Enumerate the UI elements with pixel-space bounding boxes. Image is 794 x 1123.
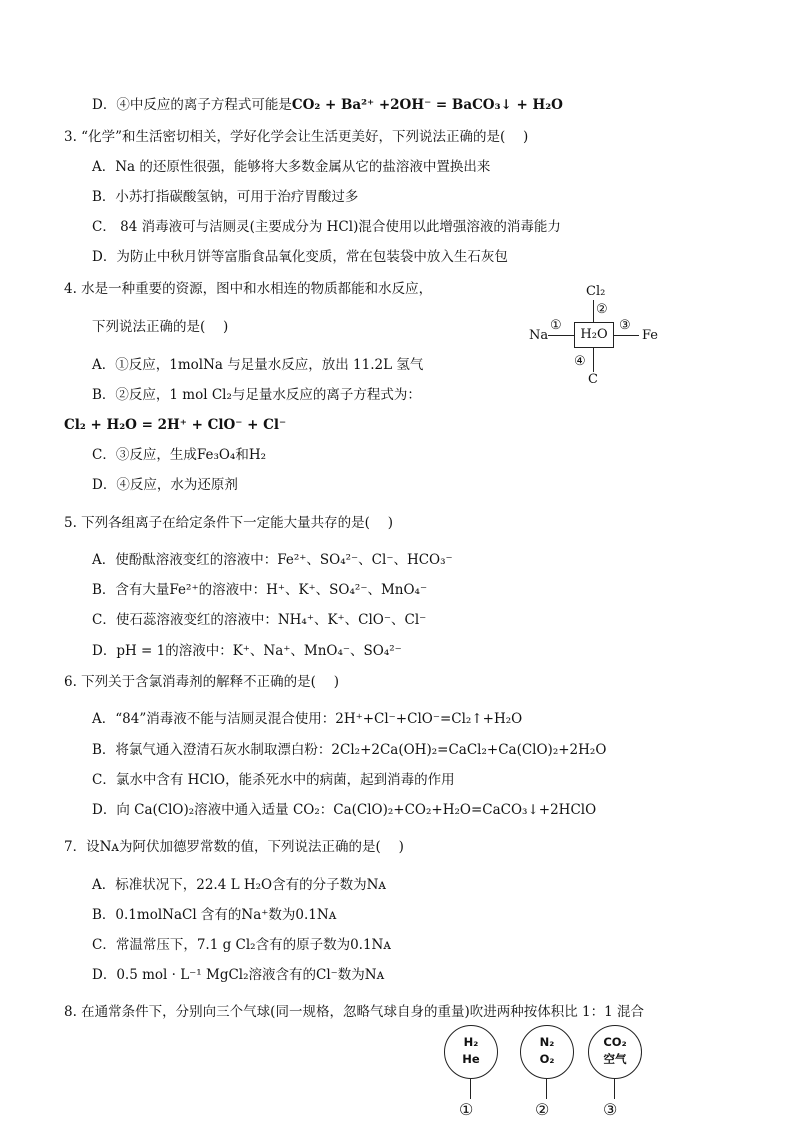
diagram-num-4: ④ [574, 354, 586, 369]
q8-stem: 8. 在通常条件下，分别向三个气球(同一规格，忽略气球自身的重量)吹进两种按体积比 1：1 混合 [64, 1004, 644, 1020]
balloon-3-string [614, 1079, 615, 1099]
diagram-line-top [593, 300, 594, 322]
balloon-2-gas-1: N₂ [539, 1035, 555, 1049]
diagram-line-bottom [593, 348, 594, 372]
q3-option-a: A．Na 的还原性很强，能够将大多数金属从它的盐溶液中置换出来 [92, 159, 491, 175]
balloon-3-number: ③ [603, 1100, 618, 1119]
balloon-1-number: ① [459, 1100, 474, 1119]
q4-stem-line2: 下列说法正确的是( ) [92, 319, 229, 335]
balloon-3 [588, 1025, 642, 1079]
q6-option-c: C．氯水中含有 HClO，能杀死水中的病菌，起到消毒的作用 [92, 772, 455, 788]
balloon-1-string [470, 1079, 471, 1099]
diagram-bottom-c: C [588, 372, 598, 387]
q2-option-d [92, 96, 563, 114]
diagram-num-3: ③ [619, 318, 631, 333]
diagram-left-na: Na [529, 328, 549, 343]
balloon-2-gas-2: O₂ [539, 1052, 555, 1066]
diagram-top-cl2: Cl₂ [586, 284, 606, 299]
q4-option-d: D．④反应，水为还原剂 [92, 477, 238, 493]
diagram-center-h2o: H₂O [574, 322, 614, 348]
diagram-line-right [613, 335, 639, 336]
q2-option-d-equation: CO₂ + Ba²⁺ +2OH⁻ = BaCO₃↓ + H₂O [291, 97, 563, 113]
q6-option-d: D．向 Ca(ClO)₂溶液中通入适量 CO₂：Ca(ClO)₂+CO₂+H₂O=CaCO₃↓+2HClO [92, 802, 597, 818]
balloon-3-gas-2: 空气 [603, 1052, 627, 1066]
q4-option-a: A．①反应，1molNa 与足量水反应，放出 11.2L 氢气 [92, 357, 424, 373]
q7-option-c: C．常温常压下，7.1 g Cl₂含有的原子数为0.1Nᴀ [92, 937, 391, 953]
q7-option-d: D．0.5 mol · L⁻¹ MgCl₂溶液含有的Cl⁻数为Nᴀ [92, 967, 385, 983]
q3-option-b: B．小苏打指碳酸氢钠，可用于治疗胃酸过多 [92, 189, 359, 205]
diagram-num-2: ② [596, 302, 608, 317]
q6-option-a: A．“84”消毒液不能与洁厕灵混合使用：2H⁺+Cl⁻+ClO⁻=Cl₂↑+H₂O [92, 711, 523, 727]
q6-option-b: B．将氯气通入澄清石灰水制取漂白粉：2Cl₂+2Ca(OH)₂=CaCl₂+Ca(ClO)₂+2H₂O [92, 742, 607, 758]
balloon-2 [520, 1025, 574, 1079]
q7-option-b: B．0.1molNaCl 含有的Na⁺数为0.1Nᴀ [92, 907, 337, 923]
q7-option-a: A．标准状况下，22.4 L H₂O含有的分子数为Nᴀ [92, 877, 387, 893]
balloon-3-gas-1: CO₂ [603, 1035, 627, 1049]
q4-option-c: C．③反应，生成Fe₃O₄和H₂ [92, 447, 267, 463]
q6-stem: 6. 下列关于含氯消毒剂的解释不正确的是( ) [64, 674, 339, 690]
q3-stem: 3. “化学”和生活密切相关，学好化学会让生活更美好，下列说法正确的是( ) [64, 129, 529, 145]
balloon-1 [444, 1025, 498, 1079]
q5-option-a: A．使酚酞溶液变红的溶液中：Fe²⁺、SO₄²⁻、Cl⁻、HCO₃⁻ [92, 552, 453, 568]
balloon-1-gas-1: H₂ [463, 1035, 479, 1049]
q7-stem: 7．设Nᴀ为阿伏加德罗常数的值，下列说法正确的是( ) [64, 839, 404, 855]
q5-option-c: C．使石蕊溶液变红的溶液中：NH₄⁺、K⁺、ClO⁻、Cl⁻ [92, 612, 427, 628]
q4-stem-line1: 4. 水是一种重要的资源，图中和水相连的物质都能和水反应， [64, 281, 433, 297]
balloon-1-gas-2: He [462, 1052, 480, 1066]
q3-option-d: D．为防止中秋月饼等富脂食品氧化变质，常在包装袋中放入生石灰包 [92, 249, 508, 265]
diagram-num-1: ① [550, 318, 562, 333]
diagram-line-left [548, 335, 574, 336]
q4-option-b-line1: B．②反应，1 mol Cl₂与足量水反应的离子方程式为： [92, 387, 421, 403]
q5-option-d: D．pH = 1的溶液中：K⁺、Na⁺、MnO₄⁻、SO₄²⁻ [92, 643, 402, 659]
q4-option-b-equation: Cl₂ + H₂O = 2H⁺ + ClO⁻ + Cl⁻ [64, 417, 287, 433]
q2-option-d-prefix: D．④中反应的离子方程式可能是 [92, 97, 292, 113]
q3-option-c: C． 84 消毒液可与洁厕灵(主要成分为 HCl)混合使用以此增强溶液的消毒能力 [92, 219, 561, 235]
q5-stem: 5. 下列各组离子在给定条件下一定能大量共存的是( ) [64, 515, 393, 531]
diagram-right-fe: Fe [642, 328, 659, 343]
q5-option-b: B．含有大量Fe²⁺的溶液中：H⁺、K⁺、SO₄²⁻、MnO₄⁻ [92, 582, 428, 598]
balloon-2-string [546, 1079, 547, 1099]
water-reaction-diagram [520, 282, 670, 392]
balloon-2-number: ② [535, 1100, 550, 1119]
